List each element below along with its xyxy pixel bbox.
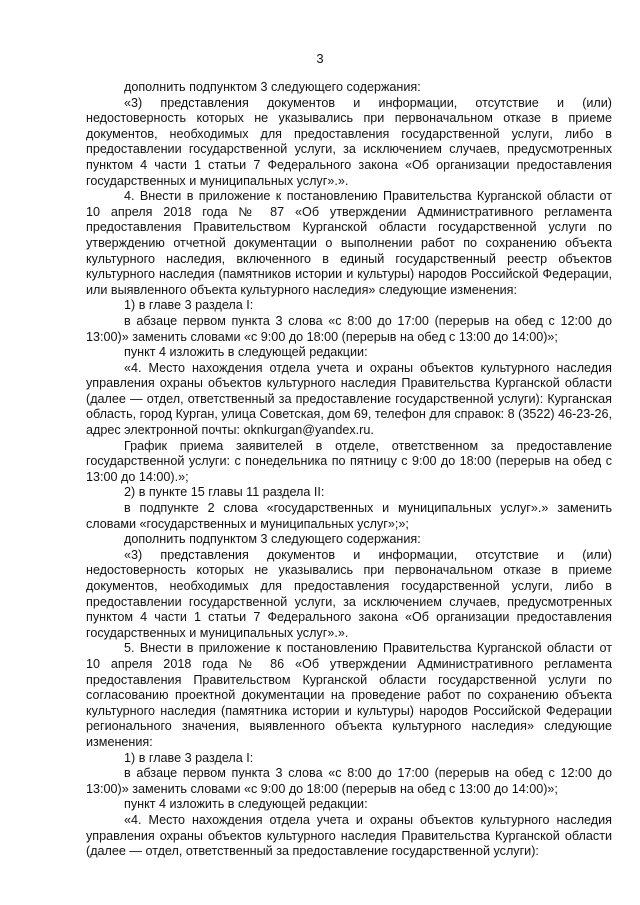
- paragraph: 1) в главе 3 раздела I:: [124, 750, 254, 765]
- paragraph: График приема заявителей в отделе, ответственном за предоставление государственной услуги: с понедельника по пятницу с 9:00 до 18:00 (перерыв на обед с 13:00 до 14:00).»;: [86, 438, 612, 484]
- paragraph: пункт 4 изложить в следующей редакции:: [124, 345, 368, 360]
- paragraph: дополнить подпунктом 3 следующего содержания:: [124, 532, 421, 547]
- paragraph: 2) в пункте 15 главы 11 раздела II:: [124, 485, 325, 500]
- paragraph: 5. Внести в приложение к постановлению Правительства Курганской области от 10 апреля 2018 года № 86 «Об утверждении Административного регламента предоставления Правительством Курганской области государственной услуги по согласованию проектной документации на проведение работ по сохранению объекта культурного наследия (памятника истории и культуры) народов Российской Федерации регионального значения, выявленного объекта культурного наследия» следующие изменения:: [86, 641, 612, 749]
- paragraph: «4. Место нахождения отдела учета и охраны объектов культурного наследия управления охраны объектов культурного наследия Правительства Курганской области (далее — отдел, ответственный за предоставление государственной услуги): Курганская область, город Курган, улица Советская, дом 69, телефон для справок: 8 (3522) 46-23-26, адрес электронной почты: oknkurgan@yandex.ru.: [86, 360, 612, 438]
- paragraph: дополнить подпунктом 3 следующего содержания:: [124, 80, 421, 94]
- paragraph: 1) в главе 3 раздела I:: [124, 298, 254, 313]
- paragraph: «3) представления документов и информации, отсутствие и (или) недостоверность которых не указывались при первоначальном отказе в приеме документов, необходимых для предоставления государственной услуги, либо в предоставлении государственной услуги, за исключением случаев, предусмотренных пунктом 4 части 1 статьи 7 Федерального закона «Об организации предоставления государственных и муниципальных услуг».».: [86, 95, 612, 188]
- paragraph: в абзаце первом пункта 3 слова «с 8:00 до 17:00 (перерыв на обед с 12:00 до 13:00)» заменить словами «с 9:00 до 18:00 (перерыв на обед с 13:00 до 14:00)»;: [86, 766, 612, 796]
- paragraph: 4. Внести в приложение к постановлению Правительства Курганской области от 10 апреля 2018 года № 87 «Об утверждении Административного регламента предоставления Правительством Курганской области государственной услуги по утверждению отчетной документации о выполнении работ по сохранению объекта культурного наследия, включенного в единый государственный реестр объектов культурного наследия (памятников истории и культуры) народов Российской Федерации, или выявленного объекта культурного наследия» следующие изменения:: [86, 189, 612, 297]
- paragraph: в абзаце первом пункта 3 слова «с 8:00 до 17:00 (перерыв на обед с 12:00 до 13:00)» заменить словами «с 9:00 до 18:00 (перерыв на обед с 13:00 до 14:00)»;: [86, 313, 612, 344]
- document-body: [86, 80, 612, 860]
- paragraph: «4. Место нахождения отдела учета и охраны объектов культурного наследия управления охраны объектов культурного наследия Правительства Курганской области (далее — отдел, ответственный за предоставление государственной услуги):: [86, 812, 612, 859]
- paragraph: пункт 4 изложить в следующей редакции:: [124, 797, 368, 812]
- paragraph: «3) представления документов и информации, отсутствие и (или) недостоверность которых не указывались при первоначальном отказе в приеме документов, необходимых для предоставления государственной услуги, либо в предоставлении государственной услуги, за исключением случаев, предусмотренных пунктом 4 части 1 статьи 7 Федерального закона «Об организации предоставления государственных и муниципальных услуг».».: [86, 547, 612, 640]
- page-number: 3: [316, 51, 324, 66]
- paragraph: в подпункте 2 слова «государственных и муниципальных услуг».» заменить словами «государственных и муниципальных услуг»;»;: [86, 501, 612, 531]
